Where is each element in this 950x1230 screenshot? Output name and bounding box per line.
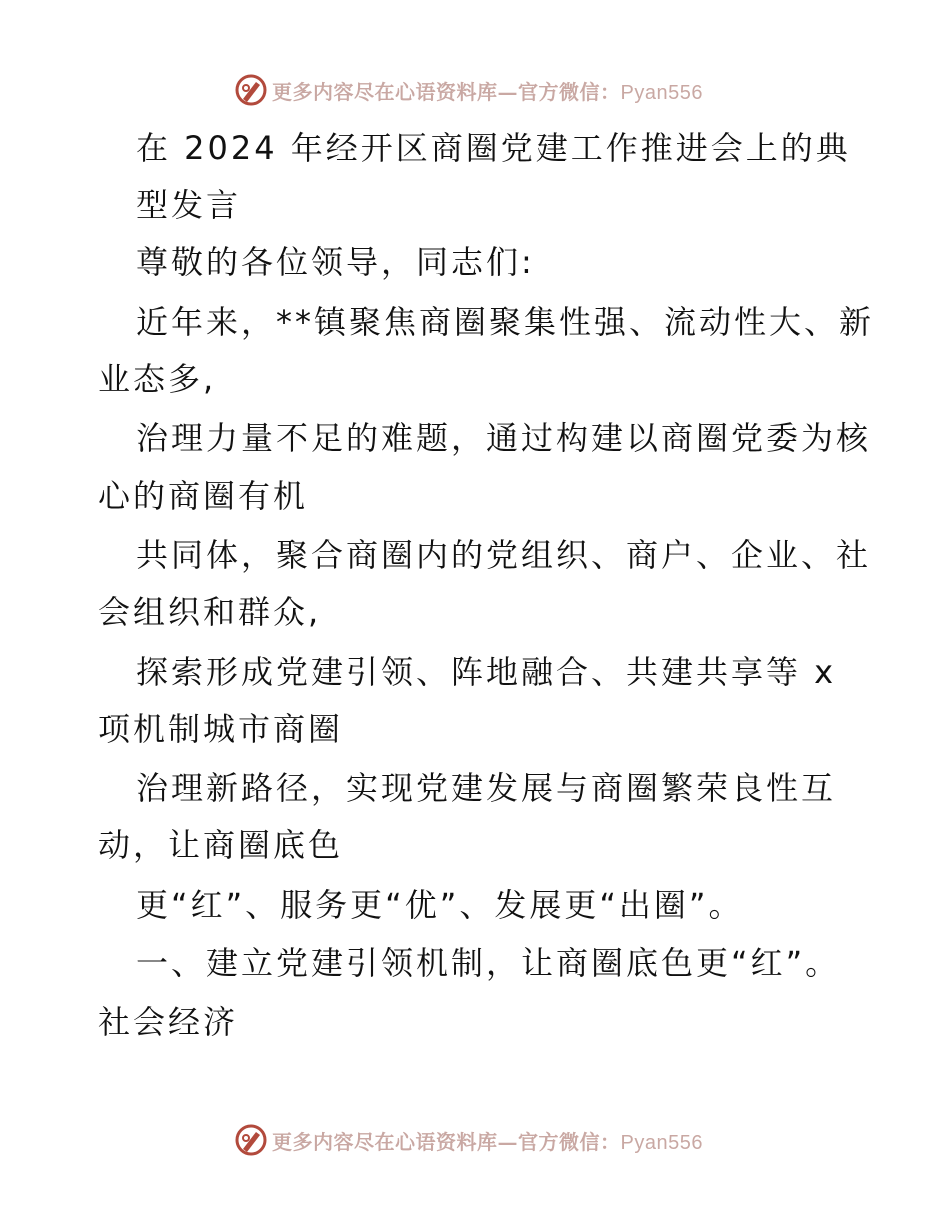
header-watermark xyxy=(234,72,703,108)
title-line-2: 型发言 xyxy=(136,186,242,224)
paragraph-line: 会组织和群众, xyxy=(98,593,322,631)
paragraph-line: 项机制城市商圈 xyxy=(98,710,344,748)
paragraph-line: 动，让商圈底色 xyxy=(98,826,344,864)
salutation: 尊敬的各位领导，同志们: xyxy=(136,243,535,281)
header-watermark-text: 更多内容尽在心语资料库—官方微信：Pyan556 xyxy=(272,79,703,104)
paragraph-line: 社会经济 xyxy=(98,1003,239,1041)
paragraph-line: 共同体，聚合商圈内的党组织、商户、企业、社 xyxy=(136,536,872,574)
footer-watermark xyxy=(234,1122,703,1158)
title-line-1: 在 2024 年经开区商圈党建工作推进会上的典 xyxy=(136,129,851,167)
paragraph-line: 近年来，**镇聚焦商圈聚集性强、流动性大、新 xyxy=(136,303,875,341)
paragraph-line: 治理新路径，实现党建发展与商圈繁荣良性互 xyxy=(136,769,837,807)
header-watermark-id: Pyan556 xyxy=(620,81,703,104)
pen-logo-icon xyxy=(234,1123,268,1157)
footer-watermark-id: Pyan556 xyxy=(620,1131,703,1154)
paragraph-line: 业态多, xyxy=(98,360,217,398)
paragraph-line: 探索形成党建引领、阵地融合、共建共享等 x xyxy=(136,653,837,691)
paragraph-line: 更“红”、服务更“优”、发展更“出圈”。 xyxy=(136,886,744,924)
section-heading: 一、建立党建引领机制，让商圈底色更“红”。 xyxy=(136,944,841,982)
paragraph-line: 心的商圈有机 xyxy=(98,477,309,515)
pen-logo-icon xyxy=(234,73,268,107)
paragraph-line: 治理力量不足的难题，通过构建以商圈党委为核 xyxy=(136,419,872,457)
footer-watermark-text: 更多内容尽在心语资料库—官方微信：Pyan556 xyxy=(272,1129,703,1154)
